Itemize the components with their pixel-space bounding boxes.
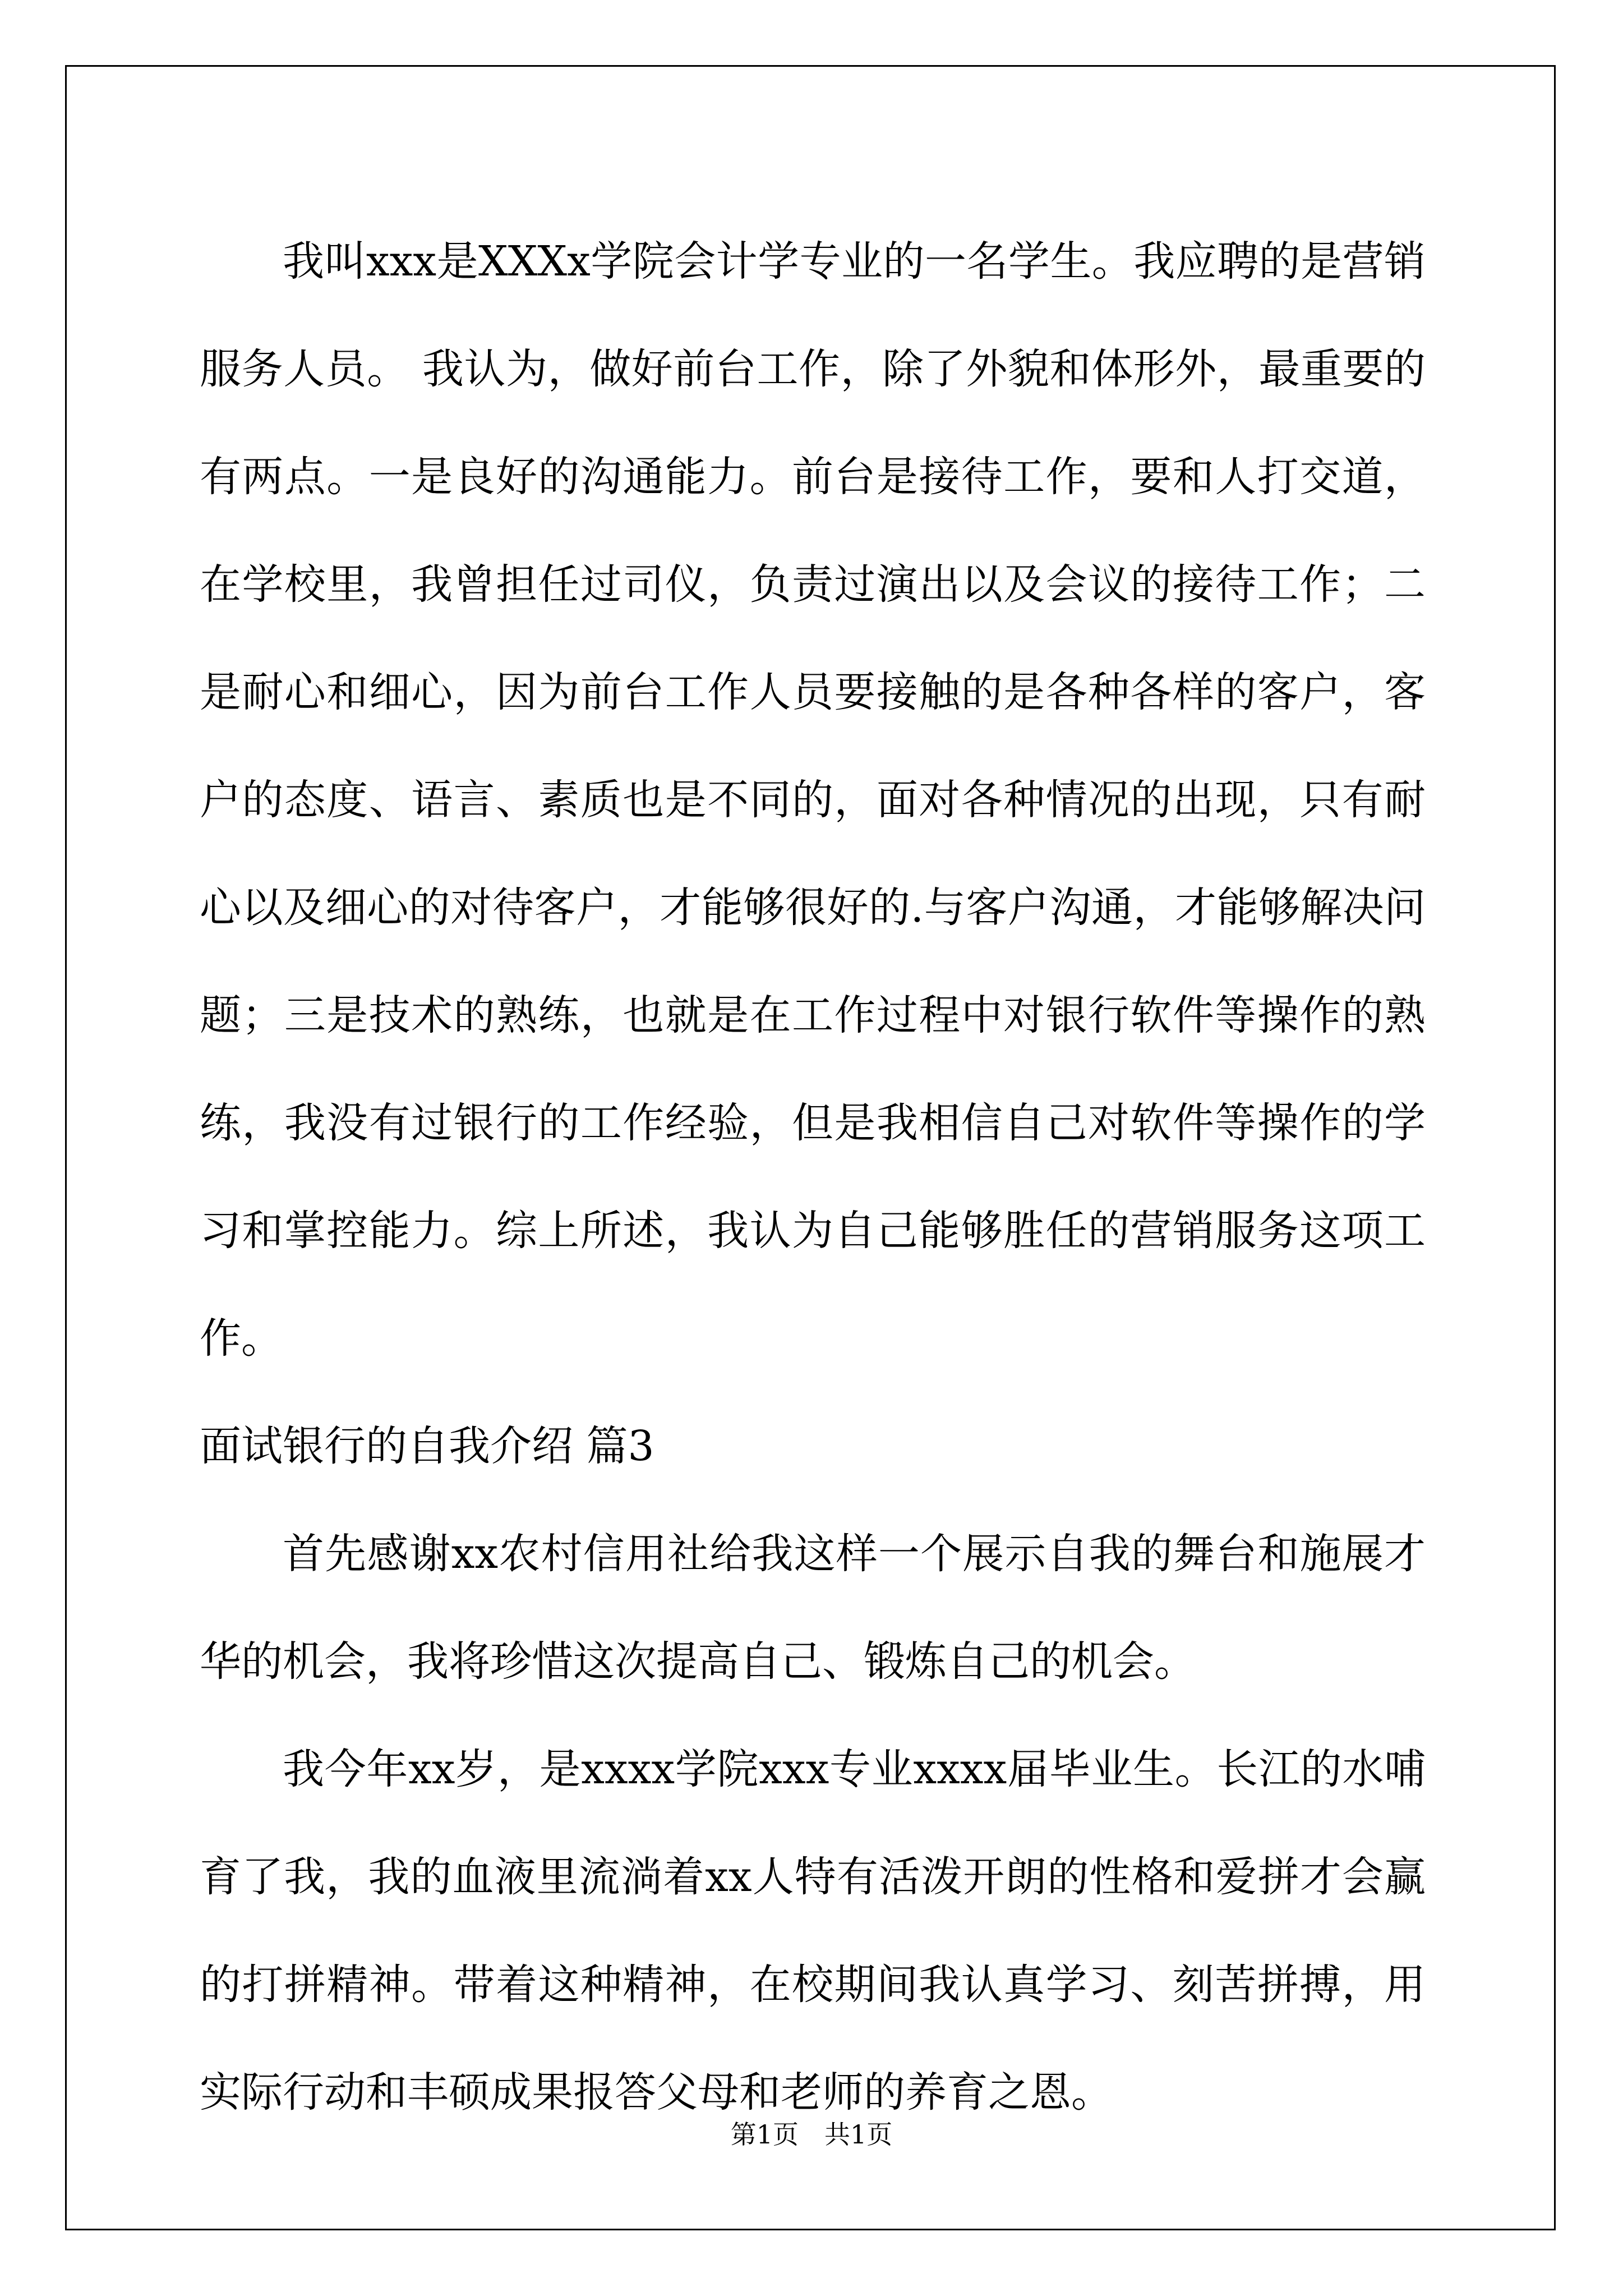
paragraph: 首先感谢xx农村信用社给我这样一个展示自我的舞台和施展才华的机会，我将珍惜这次提高自己、锻炼自己的机会。 [200, 1530, 1426, 1686]
paragraph: 我今年xx岁，是xxxx学院xxx专业xxxx届毕业生。长江的水哺育了我，我的血液里流淌着xx人特有活泼开朗的性格和爱拼才会赢的打拼精神。带着这种精神，在校期间我认真学习、刻苦拼搏，用实际行动和丰硕成果报答父母和老师的养育之恩。 [200, 1745, 1426, 2116]
paragraph: 我叫xxx是XXXx学院会计学专业的一名学生。我应聘的是营销服务人员。 我认为，做好前台工作，除了外貌和体形外，最重要的有两点。一是良好的沟通能力。前台是接待工作，要和人打交道，在学校里，我曾担任过司仪，负责过演出以及会议的接待工作；二是耐心和细心，因为前台工作人员要接触的是各种各样的客户，客户的态度、语言、素质也是不同的，面对各种情况的出现，只有耐心以及细心的对待客户，才能够很好的.与客户沟通，才能够解决问题；三是技术的熟练，也就是在工作过程中对银行软件等操作的熟练，我没有过银行的工作经验，但是我相信自己对软件等操作的学习和掌控能力。综上所述，我认为自己能够胜任的营销服务这项工作。 [200, 237, 1426, 1363]
section-heading: 面试银行的自我介绍 篇3 [200, 1422, 654, 1470]
page-footer: 第1页 共1页 [730, 2119, 893, 2150]
document-body [200, 208, 1426, 2146]
